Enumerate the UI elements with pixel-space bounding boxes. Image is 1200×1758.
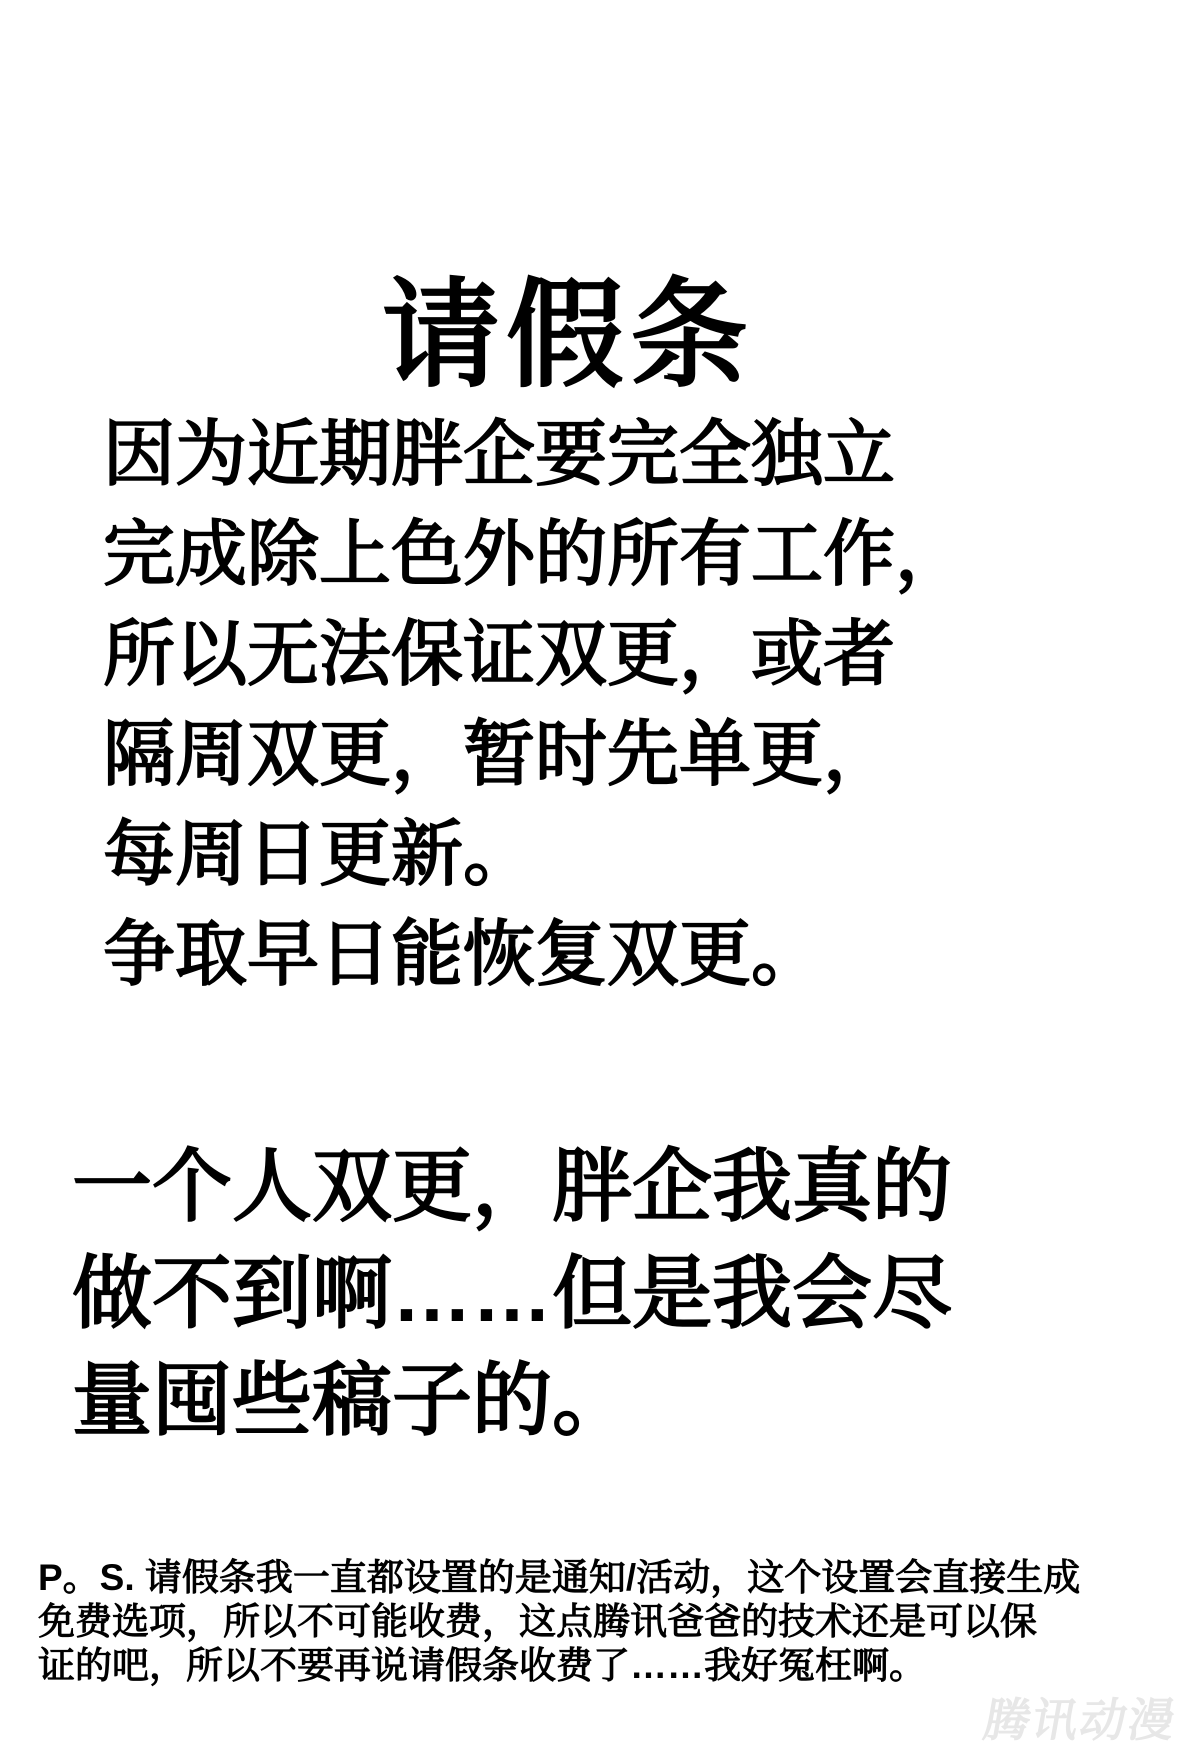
text-line: 隔周双更，暂时先单更， [103, 715, 896, 795]
tencent-comics-watermark: 腾讯动漫 [979, 1694, 1182, 1746]
text-line: 每周日更新。 [103, 815, 536, 895]
paragraph-apology [72, 1133, 952, 1454]
text-line: P。S. 请假条我一直都设置的是通知/活动，这个设置会直接生成 [38, 1557, 1081, 1598]
text-line: 因为近期胖企要完全独立 [103, 415, 896, 495]
text-line: 完成除上色外的所有工作， [103, 515, 968, 595]
text-line: 证的吧，所以不要再说请假条收费了……我好冤枉啊。 [38, 1645, 926, 1686]
text-line: 免费选项，所以不可能收费，这点腾讯爸爸的技术还是可以保 [38, 1601, 1037, 1642]
text-line: 争取早日能恢复双更。 [103, 915, 824, 995]
text-line: 所以无法保证双更，或者 [103, 615, 896, 695]
text-line: 做不到啊……但是我会尽 [72, 1249, 952, 1338]
page-title: 请假条 [381, 270, 754, 402]
paragraph-schedule [103, 405, 967, 1005]
text-line: 一个人双更，胖企我真的 [72, 1142, 952, 1231]
text-line: 量囤些稿子的。 [72, 1356, 632, 1445]
paragraph-postscript [38, 1556, 1080, 1688]
